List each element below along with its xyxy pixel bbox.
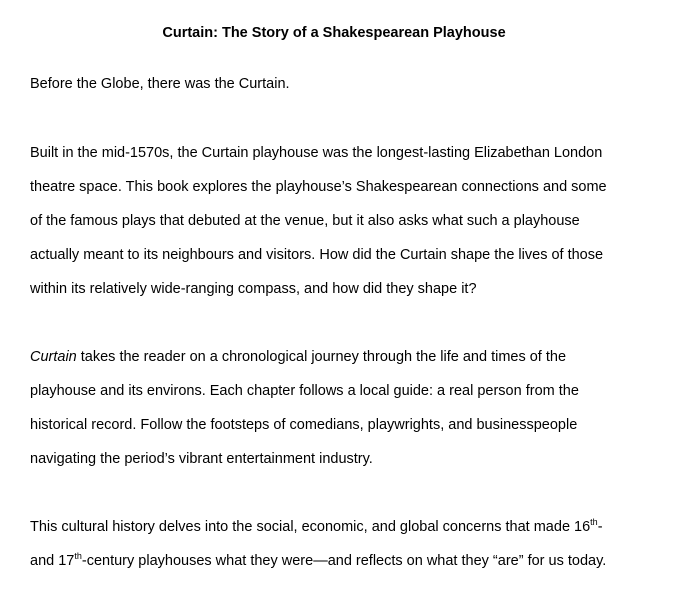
document-title: Curtain: The Story of a Shakespearean Playhouse	[162, 25, 506, 41]
paragraph-2-line-4: navigating the period’s vibrant entertainment industry.	[30, 451, 373, 467]
paragraph-2-line-1-text: takes the reader on a chronological journey through the life and times of the	[76, 349, 567, 365]
paragraph-2-line-1	[30, 348, 566, 366]
paragraph-3-line-1-end: -	[597, 519, 603, 535]
paragraph-3-line-2-start: and 17	[30, 553, 75, 569]
paragraph-1-line-2: theatre space. This book explores the playhouse’s Shakespearean connections and some	[30, 179, 607, 195]
italic-book-title: Curtain	[30, 349, 77, 365]
paragraph-3-line-1-text: This cultural history delves into the social, economic, and global concerns that made 16	[30, 519, 591, 535]
paragraph-3-line-1	[30, 518, 603, 536]
paragraph-2-line-3: historical record. Follow the footsteps of comedians, playwrights, and businesspeople	[30, 417, 578, 433]
paragraph-1-line-1: Built in the mid-1570s, the Curtain playhouse was the longest-lasting Elizabethan London	[30, 145, 603, 161]
intro-line: Before the Globe, there was the Curtain.	[30, 76, 290, 92]
paragraph-1-line-3: of the famous plays that debuted at the venue, but it also asks what such a playhouse	[30, 213, 580, 229]
paragraph-3-line-2	[30, 552, 606, 570]
ordinal-superscript: th	[590, 517, 598, 528]
paragraph-3-line-2-text: -century playhouses what they were—and reflects on what they “are” for us today.	[81, 553, 607, 569]
paragraph-1-line-5: within its relatively wide-ranging compass, and how did they shape it?	[30, 281, 477, 297]
ordinal-superscript: th	[74, 551, 82, 562]
paragraph-2-line-2: playhouse and its environs. Each chapter follows a local guide: a real person from the	[30, 383, 579, 399]
paragraph-1-line-4: actually meant to its neighbours and visitors. How did the Curtain shape the lives of those	[30, 247, 604, 263]
